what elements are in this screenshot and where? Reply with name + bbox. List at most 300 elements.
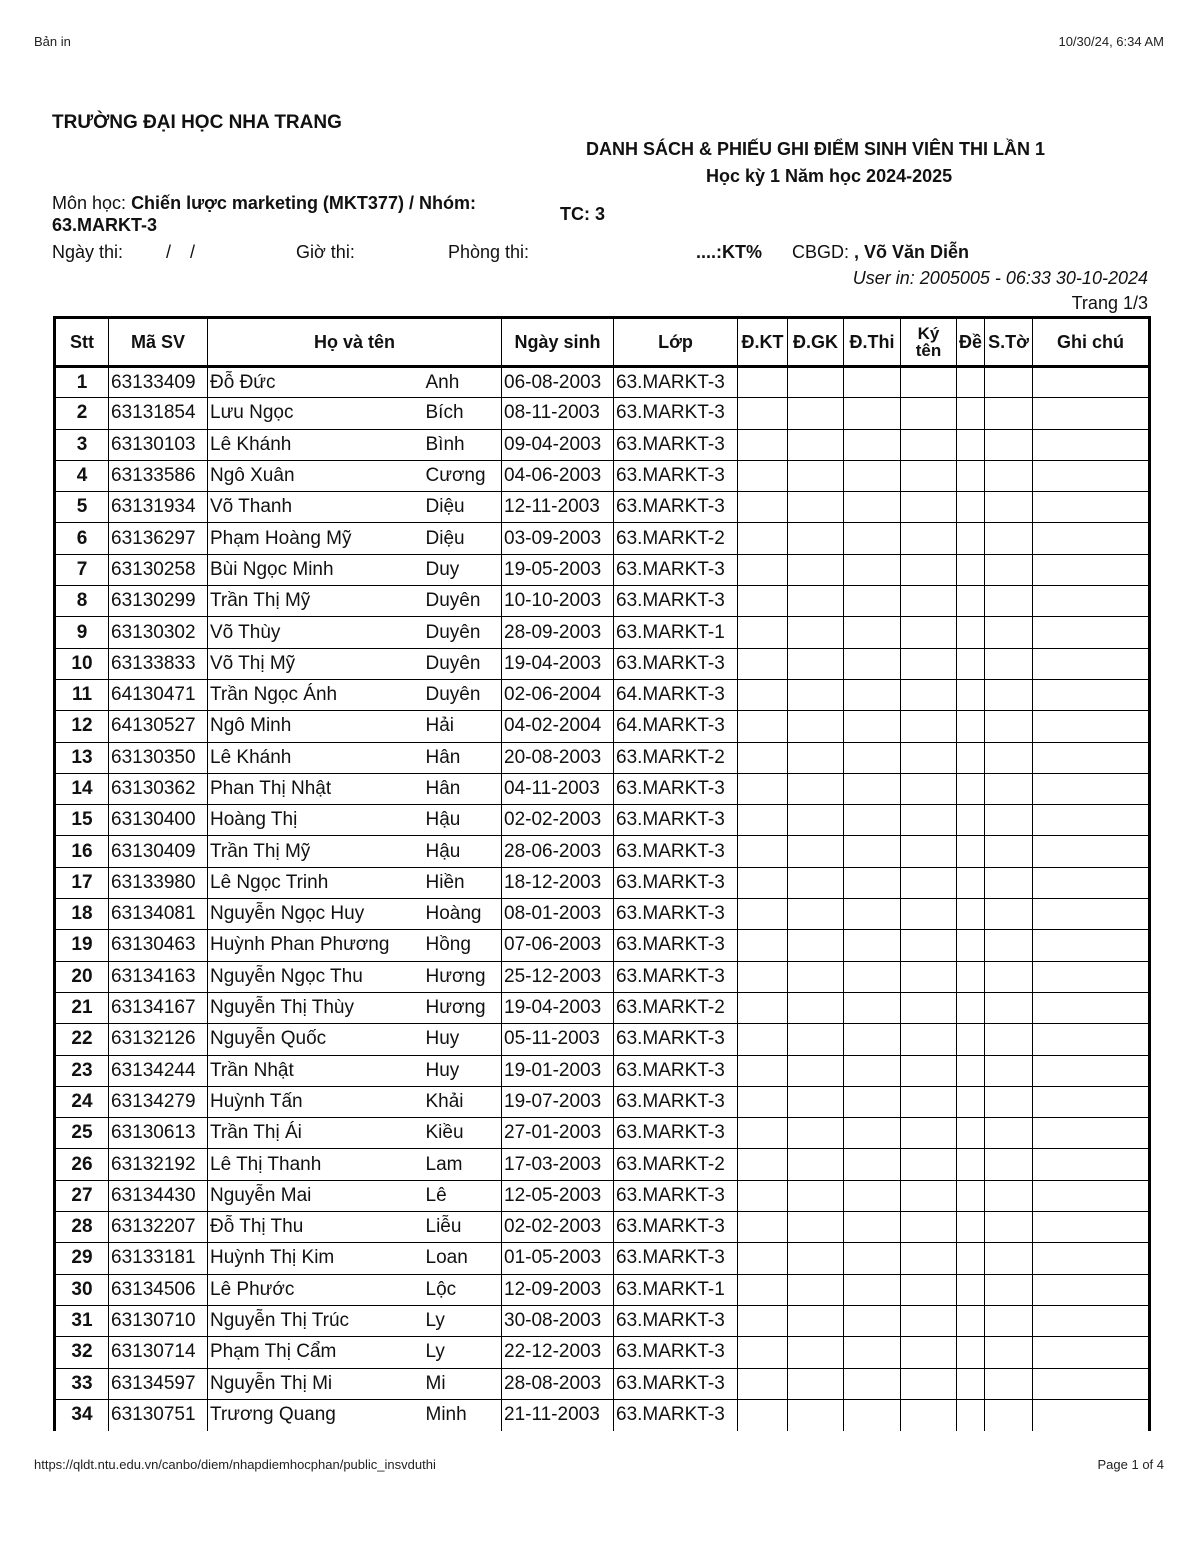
page-number: Trang 1/3 — [1071, 293, 1148, 313]
row-midterm-score-cell[interactable] — [788, 742, 844, 773]
row-continuous-score-cell[interactable] — [738, 1024, 788, 1055]
row-continuous-score-cell[interactable] — [738, 742, 788, 773]
row-dob: 21-11-2003 — [502, 1399, 614, 1430]
row-exam-code-cell[interactable] — [957, 554, 985, 585]
row-exam-code-cell[interactable] — [957, 711, 985, 742]
row-exam-score-cell[interactable] — [844, 711, 901, 742]
row-signature-cell[interactable] — [901, 429, 957, 460]
row-exam-code-cell[interactable] — [957, 899, 985, 930]
row-exam-code-cell[interactable] — [957, 1368, 985, 1399]
row-exam-score-cell[interactable] — [844, 429, 901, 460]
row-midterm-score-cell[interactable] — [788, 429, 844, 460]
row-exam-score-cell[interactable] — [844, 1305, 901, 1336]
row-sheet-count-cell[interactable] — [985, 648, 1033, 679]
row-signature-cell[interactable] — [901, 1212, 957, 1243]
table-row — [55, 1212, 1150, 1243]
row-exam-score-cell[interactable] — [844, 1055, 901, 1086]
row-sheet-count-cell[interactable] — [985, 1337, 1033, 1368]
row-exam-score-cell[interactable] — [844, 679, 901, 710]
row-exam-score-cell[interactable] — [844, 398, 901, 429]
row-sheet-count-cell[interactable] — [985, 1180, 1033, 1211]
row-midterm-score-cell[interactable] — [788, 586, 844, 617]
row-continuous-score-cell[interactable] — [738, 836, 788, 867]
row-continuous-score-cell[interactable] — [738, 1180, 788, 1211]
row-sheet-count-cell[interactable] — [985, 899, 1033, 930]
row-midterm-score-cell[interactable] — [788, 1305, 844, 1336]
row-given-name: Anh — [424, 367, 502, 398]
row-signature-cell[interactable] — [901, 867, 957, 898]
row-midterm-score-cell[interactable] — [788, 398, 844, 429]
row-sheet-count-cell[interactable] — [985, 711, 1033, 742]
row-signature-cell[interactable] — [901, 1149, 957, 1180]
row-exam-score-cell[interactable] — [844, 367, 901, 398]
row-notes-cell[interactable] — [1033, 398, 1150, 429]
row-exam-score-cell[interactable] — [844, 773, 901, 804]
row-sheet-count-cell[interactable] — [985, 1212, 1033, 1243]
row-sheet-count-cell[interactable] — [985, 554, 1033, 585]
row-notes-cell[interactable] — [1033, 1212, 1150, 1243]
row-stt: 19 — [55, 930, 109, 961]
row-continuous-score-cell[interactable] — [738, 648, 788, 679]
row-sheet-count-cell[interactable] — [985, 1243, 1033, 1274]
row-sheet-count-cell[interactable] — [985, 367, 1033, 398]
row-continuous-score-cell[interactable] — [738, 992, 788, 1023]
row-exam-score-cell[interactable] — [844, 523, 901, 554]
row-continuous-score-cell[interactable] — [738, 429, 788, 460]
row-sheet-count-cell[interactable] — [985, 617, 1033, 648]
row-notes-cell[interactable] — [1033, 1243, 1150, 1274]
row-exam-score-cell[interactable] — [844, 805, 901, 836]
row-signature-cell[interactable] — [901, 554, 957, 585]
row-student-id: 63130400 — [109, 805, 208, 836]
row-stt: 20 — [55, 961, 109, 992]
row-given-name: Khải — [424, 1086, 502, 1117]
row-sheet-count-cell[interactable] — [985, 492, 1033, 523]
row-notes-cell[interactable] — [1033, 1055, 1150, 1086]
row-signature-cell[interactable] — [901, 899, 957, 930]
row-exam-score-cell[interactable] — [844, 961, 901, 992]
row-signature-cell[interactable] — [901, 523, 957, 554]
row-sheet-count-cell[interactable] — [985, 1024, 1033, 1055]
row-stt: 27 — [55, 1180, 109, 1211]
row-dob: 19-04-2003 — [502, 648, 614, 679]
table-row — [55, 930, 1150, 961]
row-notes-cell[interactable] — [1033, 1024, 1150, 1055]
row-exam-score-cell[interactable] — [844, 742, 901, 773]
row-notes-cell[interactable] — [1033, 1086, 1150, 1117]
row-continuous-score-cell[interactable] — [738, 1149, 788, 1180]
school-name: TRƯỜNG ĐẠI HỌC NHA TRANG — [52, 112, 342, 133]
row-signature-cell[interactable] — [901, 679, 957, 710]
row-midterm-score-cell[interactable] — [788, 492, 844, 523]
row-sheet-count-cell[interactable] — [985, 836, 1033, 867]
row-dob: 02-02-2003 — [502, 805, 614, 836]
row-signature-cell[interactable] — [901, 648, 957, 679]
row-surname: Trương Quang — [208, 1399, 424, 1430]
row-class: 63.MARKT-3 — [614, 492, 738, 523]
row-midterm-score-cell[interactable] — [788, 1055, 844, 1086]
row-notes-cell[interactable] — [1033, 773, 1150, 804]
row-exam-score-cell[interactable] — [844, 930, 901, 961]
print-footer-url[interactable]: https://qldt.ntu.edu.vn/canbo/diem/nhapdiemhocphan/public_insvduthi — [34, 1457, 436, 1472]
row-signature-cell[interactable] — [901, 1305, 957, 1336]
row-sheet-count-cell[interactable] — [985, 930, 1033, 961]
table-row — [55, 554, 1150, 585]
row-exam-code-cell[interactable] — [957, 1086, 985, 1117]
row-sheet-count-cell[interactable] — [985, 586, 1033, 617]
row-given-name: Kiều — [424, 1118, 502, 1149]
row-notes-cell[interactable] — [1033, 930, 1150, 961]
row-midterm-score-cell[interactable] — [788, 1024, 844, 1055]
row-exam-code-cell[interactable] — [957, 1274, 985, 1305]
row-midterm-score-cell[interactable] — [788, 867, 844, 898]
row-exam-score-cell[interactable] — [844, 648, 901, 679]
row-midterm-score-cell[interactable] — [788, 367, 844, 398]
row-midterm-score-cell[interactable] — [788, 1118, 844, 1149]
row-exam-score-cell[interactable] — [844, 1118, 901, 1149]
row-notes-cell[interactable] — [1033, 899, 1150, 930]
row-continuous-score-cell[interactable] — [738, 1399, 788, 1430]
row-exam-code-cell[interactable] — [957, 1149, 985, 1180]
row-student-id: 63134081 — [109, 899, 208, 930]
row-midterm-score-cell[interactable] — [788, 930, 844, 961]
row-exam-score-cell[interactable] — [844, 1243, 901, 1274]
row-exam-code-cell[interactable] — [957, 992, 985, 1023]
row-exam-code-cell[interactable] — [957, 429, 985, 460]
table-row — [55, 742, 1150, 773]
row-exam-score-cell[interactable] — [844, 617, 901, 648]
row-exam-code-cell[interactable] — [957, 492, 985, 523]
row-given-name: Hải — [424, 711, 502, 742]
row-student-id: 63130751 — [109, 1399, 208, 1430]
row-notes-cell[interactable] — [1033, 836, 1150, 867]
row-exam-score-cell[interactable] — [844, 1337, 901, 1368]
row-midterm-score-cell[interactable] — [788, 460, 844, 491]
row-sheet-count-cell[interactable] — [985, 961, 1033, 992]
row-midterm-score-cell[interactable] — [788, 1368, 844, 1399]
table-row — [55, 523, 1150, 554]
row-exam-code-cell[interactable] — [957, 1212, 985, 1243]
row-signature-cell[interactable] — [901, 398, 957, 429]
row-stt: 31 — [55, 1305, 109, 1336]
row-continuous-score-cell[interactable] — [738, 523, 788, 554]
row-exam-code-cell[interactable] — [957, 367, 985, 398]
row-signature-cell[interactable] — [901, 460, 957, 491]
row-continuous-score-cell[interactable] — [738, 492, 788, 523]
row-signature-cell[interactable] — [901, 492, 957, 523]
row-continuous-score-cell[interactable] — [738, 930, 788, 961]
row-exam-code-cell[interactable] — [957, 398, 985, 429]
row-notes-cell[interactable] — [1033, 1305, 1150, 1336]
row-sheet-count-cell[interactable] — [985, 523, 1033, 554]
row-continuous-score-cell[interactable] — [738, 1118, 788, 1149]
row-signature-cell[interactable] — [901, 1274, 957, 1305]
row-continuous-score-cell[interactable] — [738, 1368, 788, 1399]
row-continuous-score-cell[interactable] — [738, 773, 788, 804]
row-notes-cell[interactable] — [1033, 554, 1150, 585]
row-class: 63.MARKT-2 — [614, 742, 738, 773]
row-midterm-score-cell[interactable] — [788, 1086, 844, 1117]
row-exam-code-cell[interactable] — [957, 523, 985, 554]
row-notes-cell[interactable] — [1033, 429, 1150, 460]
row-class: 63.MARKT-3 — [614, 1212, 738, 1243]
row-sheet-count-cell[interactable] — [985, 773, 1033, 804]
row-dob: 19-04-2003 — [502, 992, 614, 1023]
row-continuous-score-cell[interactable] — [738, 1337, 788, 1368]
row-signature-cell[interactable] — [901, 586, 957, 617]
row-exam-code-cell[interactable] — [957, 805, 985, 836]
row-notes-cell[interactable] — [1033, 1337, 1150, 1368]
row-midterm-score-cell[interactable] — [788, 805, 844, 836]
row-midterm-score-cell[interactable] — [788, 617, 844, 648]
row-signature-cell[interactable] — [901, 617, 957, 648]
row-signature-cell[interactable] — [901, 1086, 957, 1117]
col-header-exam-code: Đề — [957, 318, 985, 367]
row-stt: 26 — [55, 1149, 109, 1180]
row-continuous-score-cell[interactable] — [738, 460, 788, 491]
row-exam-score-cell[interactable] — [844, 1180, 901, 1211]
row-stt: 3 — [55, 429, 109, 460]
row-signature-cell[interactable] — [901, 1024, 957, 1055]
row-signature-cell[interactable] — [901, 711, 957, 742]
row-dob: 28-08-2003 — [502, 1368, 614, 1399]
row-midterm-score-cell[interactable] — [788, 554, 844, 585]
row-midterm-score-cell[interactable] — [788, 1149, 844, 1180]
row-signature-cell[interactable] — [901, 1118, 957, 1149]
row-continuous-score-cell[interactable] — [738, 899, 788, 930]
row-midterm-score-cell[interactable] — [788, 523, 844, 554]
row-exam-code-cell[interactable] — [957, 1055, 985, 1086]
row-exam-score-cell[interactable] — [844, 1086, 901, 1117]
row-sheet-count-cell[interactable] — [985, 1055, 1033, 1086]
row-notes-cell[interactable] — [1033, 523, 1150, 554]
row-continuous-score-cell[interactable] — [738, 1305, 788, 1336]
row-notes-cell[interactable] — [1033, 742, 1150, 773]
row-exam-score-cell[interactable] — [844, 899, 901, 930]
row-exam-code-cell[interactable] — [957, 648, 985, 679]
row-sheet-count-cell[interactable] — [985, 1118, 1033, 1149]
row-notes-cell[interactable] — [1033, 1399, 1150, 1430]
row-continuous-score-cell[interactable] — [738, 805, 788, 836]
row-stt: 4 — [55, 460, 109, 491]
row-signature-cell[interactable] — [901, 773, 957, 804]
row-sheet-count-cell[interactable] — [985, 1086, 1033, 1117]
row-continuous-score-cell[interactable] — [738, 367, 788, 398]
row-sheet-count-cell[interactable] — [985, 679, 1033, 710]
row-notes-cell[interactable] — [1033, 648, 1150, 679]
row-class: 63.MARKT-3 — [614, 899, 738, 930]
row-notes-cell[interactable] — [1033, 867, 1150, 898]
row-exam-score-cell[interactable] — [844, 1399, 901, 1430]
row-signature-cell[interactable] — [901, 1368, 957, 1399]
row-exam-code-cell[interactable] — [957, 1337, 985, 1368]
row-continuous-score-cell[interactable] — [738, 1055, 788, 1086]
row-continuous-score-cell[interactable] — [738, 398, 788, 429]
row-surname: Ngô Minh — [208, 711, 424, 742]
row-surname: Huỳnh Thị Kim — [208, 1243, 424, 1274]
row-exam-score-cell[interactable] — [844, 836, 901, 867]
row-surname: Lê Thị Thanh — [208, 1149, 424, 1180]
row-stt: 24 — [55, 1086, 109, 1117]
row-exam-score-cell[interactable] — [844, 554, 901, 585]
row-exam-score-cell[interactable] — [844, 867, 901, 898]
row-exam-score-cell[interactable] — [844, 1024, 901, 1055]
row-exam-code-cell[interactable] — [957, 1243, 985, 1274]
row-notes-cell[interactable] — [1033, 460, 1150, 491]
row-midterm-score-cell[interactable] — [788, 648, 844, 679]
row-exam-score-cell[interactable] — [844, 460, 901, 491]
col-header-midterm-score: Đ.GK — [788, 318, 844, 367]
row-notes-cell[interactable] — [1033, 367, 1150, 398]
row-exam-score-cell[interactable] — [844, 1274, 901, 1305]
row-exam-code-cell[interactable] — [957, 586, 985, 617]
row-midterm-score-cell[interactable] — [788, 1399, 844, 1430]
row-class: 63.MARKT-2 — [614, 1149, 738, 1180]
row-continuous-score-cell[interactable] — [738, 1212, 788, 1243]
row-continuous-score-cell[interactable] — [738, 554, 788, 585]
row-notes-cell[interactable] — [1033, 1274, 1150, 1305]
row-exam-code-cell[interactable] — [957, 836, 985, 867]
table-row — [55, 773, 1150, 804]
row-continuous-score-cell[interactable] — [738, 679, 788, 710]
row-sheet-count-cell[interactable] — [985, 867, 1033, 898]
row-notes-cell[interactable] — [1033, 992, 1150, 1023]
row-given-name: Ly — [424, 1305, 502, 1336]
row-midterm-score-cell[interactable] — [788, 1274, 844, 1305]
row-midterm-score-cell[interactable] — [788, 836, 844, 867]
row-signature-cell[interactable] — [901, 836, 957, 867]
row-exam-code-cell[interactable] — [957, 1305, 985, 1336]
row-exam-code-cell[interactable] — [957, 1180, 985, 1211]
row-signature-cell[interactable] — [901, 367, 957, 398]
row-stt: 30 — [55, 1274, 109, 1305]
row-exam-code-cell[interactable] — [957, 867, 985, 898]
row-exam-code-cell[interactable] — [957, 773, 985, 804]
row-sheet-count-cell[interactable] — [985, 742, 1033, 773]
row-signature-cell[interactable] — [901, 742, 957, 773]
row-signature-cell[interactable] — [901, 1243, 957, 1274]
row-exam-code-cell[interactable] — [957, 1399, 985, 1430]
row-exam-score-cell[interactable] — [844, 992, 901, 1023]
row-sheet-count-cell[interactable] — [985, 460, 1033, 491]
row-notes-cell[interactable] — [1033, 1118, 1150, 1149]
row-midterm-score-cell[interactable] — [788, 773, 844, 804]
row-dob: 12-09-2003 — [502, 1274, 614, 1305]
row-exam-code-cell[interactable] — [957, 742, 985, 773]
row-exam-code-cell[interactable] — [957, 617, 985, 648]
row-midterm-score-cell[interactable] — [788, 992, 844, 1023]
row-stt: 34 — [55, 1399, 109, 1430]
row-exam-score-cell[interactable] — [844, 1212, 901, 1243]
row-exam-score-cell[interactable] — [844, 1368, 901, 1399]
row-sheet-count-cell[interactable] — [985, 1305, 1033, 1336]
row-signature-cell[interactable] — [901, 1180, 957, 1211]
row-student-id: 63133181 — [109, 1243, 208, 1274]
row-notes-cell[interactable] — [1033, 1180, 1150, 1211]
row-midterm-score-cell[interactable] — [788, 1337, 844, 1368]
row-continuous-score-cell[interactable] — [738, 1274, 788, 1305]
row-exam-score-cell[interactable] — [844, 1149, 901, 1180]
row-sheet-count-cell[interactable] — [985, 1368, 1033, 1399]
table-row — [55, 1243, 1150, 1274]
row-continuous-score-cell[interactable] — [738, 961, 788, 992]
table-row — [55, 586, 1150, 617]
row-signature-cell[interactable] — [901, 805, 957, 836]
row-signature-cell[interactable] — [901, 1055, 957, 1086]
row-sheet-count-cell[interactable] — [985, 1399, 1033, 1430]
row-notes-cell[interactable] — [1033, 1368, 1150, 1399]
row-dob: 04-06-2003 — [502, 460, 614, 491]
row-exam-code-cell[interactable] — [957, 961, 985, 992]
row-surname: Phạm Hoàng Mỹ — [208, 523, 424, 554]
col-header-student-id: Mã SV — [109, 318, 208, 367]
col-header-dob: Ngày sinh — [502, 318, 614, 367]
row-midterm-score-cell[interactable] — [788, 1243, 844, 1274]
row-continuous-score-cell[interactable] — [738, 711, 788, 742]
row-midterm-score-cell[interactable] — [788, 1180, 844, 1211]
row-notes-cell[interactable] — [1033, 961, 1150, 992]
row-notes-cell[interactable] — [1033, 1149, 1150, 1180]
row-notes-cell[interactable] — [1033, 805, 1150, 836]
row-exam-code-cell[interactable] — [957, 930, 985, 961]
row-exam-code-cell[interactable] — [957, 1118, 985, 1149]
row-sheet-count-cell[interactable] — [985, 429, 1033, 460]
row-signature-cell[interactable] — [901, 992, 957, 1023]
row-midterm-score-cell[interactable] — [788, 899, 844, 930]
row-signature-cell[interactable] — [901, 1337, 957, 1368]
row-notes-cell[interactable] — [1033, 586, 1150, 617]
row-dob: 28-09-2003 — [502, 617, 614, 648]
row-exam-code-cell[interactable] — [957, 1024, 985, 1055]
row-sheet-count-cell[interactable] — [985, 805, 1033, 836]
table-row — [55, 367, 1150, 398]
row-dob: 04-11-2003 — [502, 773, 614, 804]
row-exam-code-cell[interactable] — [957, 679, 985, 710]
row-stt: 2 — [55, 398, 109, 429]
row-sheet-count-cell[interactable] — [985, 1149, 1033, 1180]
table-row — [55, 1118, 1150, 1149]
row-signature-cell[interactable] — [901, 930, 957, 961]
row-notes-cell[interactable] — [1033, 492, 1150, 523]
row-notes-cell[interactable] — [1033, 617, 1150, 648]
row-surname: Ngô Xuân — [208, 460, 424, 491]
row-class: 63.MARKT-2 — [614, 992, 738, 1023]
row-student-id: 63130350 — [109, 742, 208, 773]
row-continuous-score-cell[interactable] — [738, 617, 788, 648]
row-signature-cell[interactable] — [901, 961, 957, 992]
row-exam-code-cell[interactable] — [957, 460, 985, 491]
row-signature-cell[interactable] — [901, 1399, 957, 1430]
row-continuous-score-cell[interactable] — [738, 1086, 788, 1117]
row-exam-score-cell[interactable] — [844, 586, 901, 617]
row-notes-cell[interactable] — [1033, 711, 1150, 742]
row-midterm-score-cell[interactable] — [788, 1212, 844, 1243]
row-notes-cell[interactable] — [1033, 679, 1150, 710]
row-sheet-count-cell[interactable] — [985, 1274, 1033, 1305]
row-sheet-count-cell[interactable] — [985, 398, 1033, 429]
row-class: 63.MARKT-3 — [614, 1180, 738, 1211]
row-midterm-score-cell[interactable] — [788, 711, 844, 742]
row-continuous-score-cell[interactable] — [738, 867, 788, 898]
row-continuous-score-cell[interactable] — [738, 586, 788, 617]
print-header-datetime: 10/30/24, 6:34 AM — [1058, 34, 1164, 49]
row-continuous-score-cell[interactable] — [738, 1243, 788, 1274]
row-student-id: 63131854 — [109, 398, 208, 429]
row-exam-score-cell[interactable] — [844, 492, 901, 523]
row-sheet-count-cell[interactable] — [985, 992, 1033, 1023]
row-midterm-score-cell[interactable] — [788, 679, 844, 710]
row-midterm-score-cell[interactable] — [788, 961, 844, 992]
